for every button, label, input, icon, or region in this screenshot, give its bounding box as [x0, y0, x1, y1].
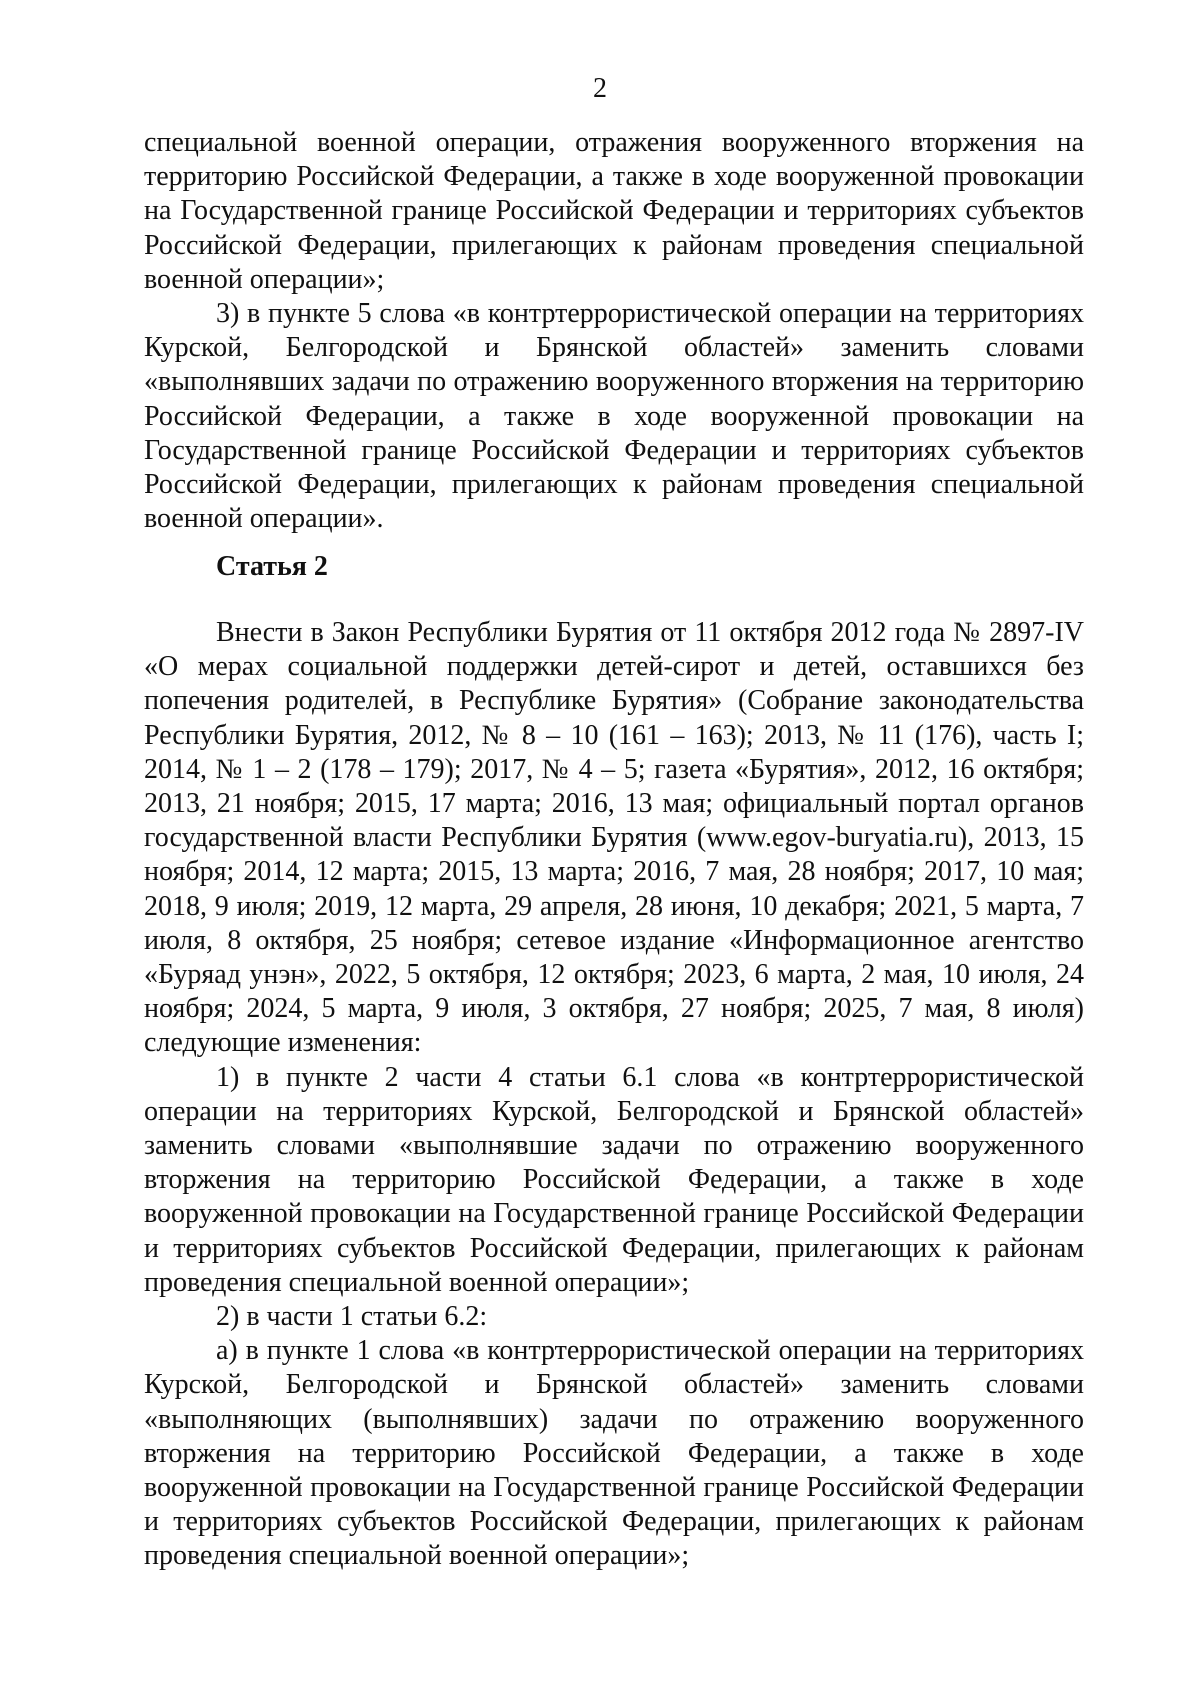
paragraph-intro: Внести в Закон Республики Бурятия от 11 октября 2012 года № 2897-IV «О мерах социальной поддержки детей-сирот и детей, оставшихся без попечения родителей, в Республике Бурятия» (Собрание законодательства Республики Бурятия, 2012, № 8 – 10 (161 – 163); 2013, № 11 (176), часть I; 2014, № 1 – 2 (178 – 179); 2017, № 4 – 5; газета «Бурятия», 2012, 16 октября; 2013, 21 ноября; 2015, 17 марта; 2016, 13 мая; официальный портал органов государственной власти Республики Бурятия (www.egov-buryatia.ru), 2013, 15 ноября; 2014, 12 марта; 2015, 13 марта; 2016, 7 мая, 28 ноября; 2017, 10 мая; 2018, 9 июля; 2019, 12 марта, 29 апреля, 28 июня, 10 декабря; 2021, 5 марта, 7 июля, 8 октября, 25 ноября; сетевое издание «Информационное агентство «Буряад унэн», 2022, 5 октября, 12 октября; 2023, 6 марта, 2 мая, 10 июля, 24 ноября; 2024, 5 марта, 9 июля, 3 октября, 27 ноября; 2025, 7 мая, 8 июля) следующие изменения: [144, 617, 1084, 1059]
article-heading: Статья 2 [216, 551, 328, 582]
paragraph-subitem-a: а) в пункте 1 слова «в контртеррористической операции на территориях Курской, Белгородской и Брянской областей» заменить словами «выполняющих (выполнявших) задачи по отражению вооруженного вторжения на территорию Российской Федерации, а также в ходе вооруженной провокации на Государственной границе Российской Федерации и территориях субъектов Российской Федерации, прилегающих к районам проведения специальной военной операции»; [144, 1335, 1084, 1572]
paragraph-item-3: 3) в пункте 5 слова «в контртеррористической операции на территориях Курской, Белгородской и Брянской областей» заменить словами «выполнявших задачи по отражению вооруженного вторжения на территорию Российской Федерации, а также в ходе вооруженной провокации на Государственной границе Российской Федерации и территориях субъектов Российской Федерации, прилегающих к районам проведения специальной военной операции». [144, 298, 1084, 535]
paragraph-item-1: 1) в пункте 2 части 4 статьи 6.1 слова «в контртеррористической операции на территориях Курской, Белгородской и Брянской областей» заменить словами «выполнявшие задачи по отражению вооруженного вторжения на территорию Российской Федерации, а также в ходе вооруженной провокации на Государственной границе Российской Федерации и территориях субъектов Российской Федерации, прилегающих к районам проведения специальной военной операции»; [144, 1061, 1084, 1298]
paragraph-continuation: специальной военной операции, отражения вооруженного вторжения на территорию Российской Федерации, а также в ходе вооруженной провокации на Государственной границе Российской Федерации и территориях субъектов Российской Федерации, прилегающих к районам проведения специальной военной операции»; [144, 127, 1084, 295]
paragraph-item-2: 2) в части 1 статьи 6.2: [216, 1301, 488, 1333]
article-2-body [144, 616, 1084, 1574]
continuation-block [144, 126, 1084, 536]
page-number: 2 [593, 73, 607, 104]
